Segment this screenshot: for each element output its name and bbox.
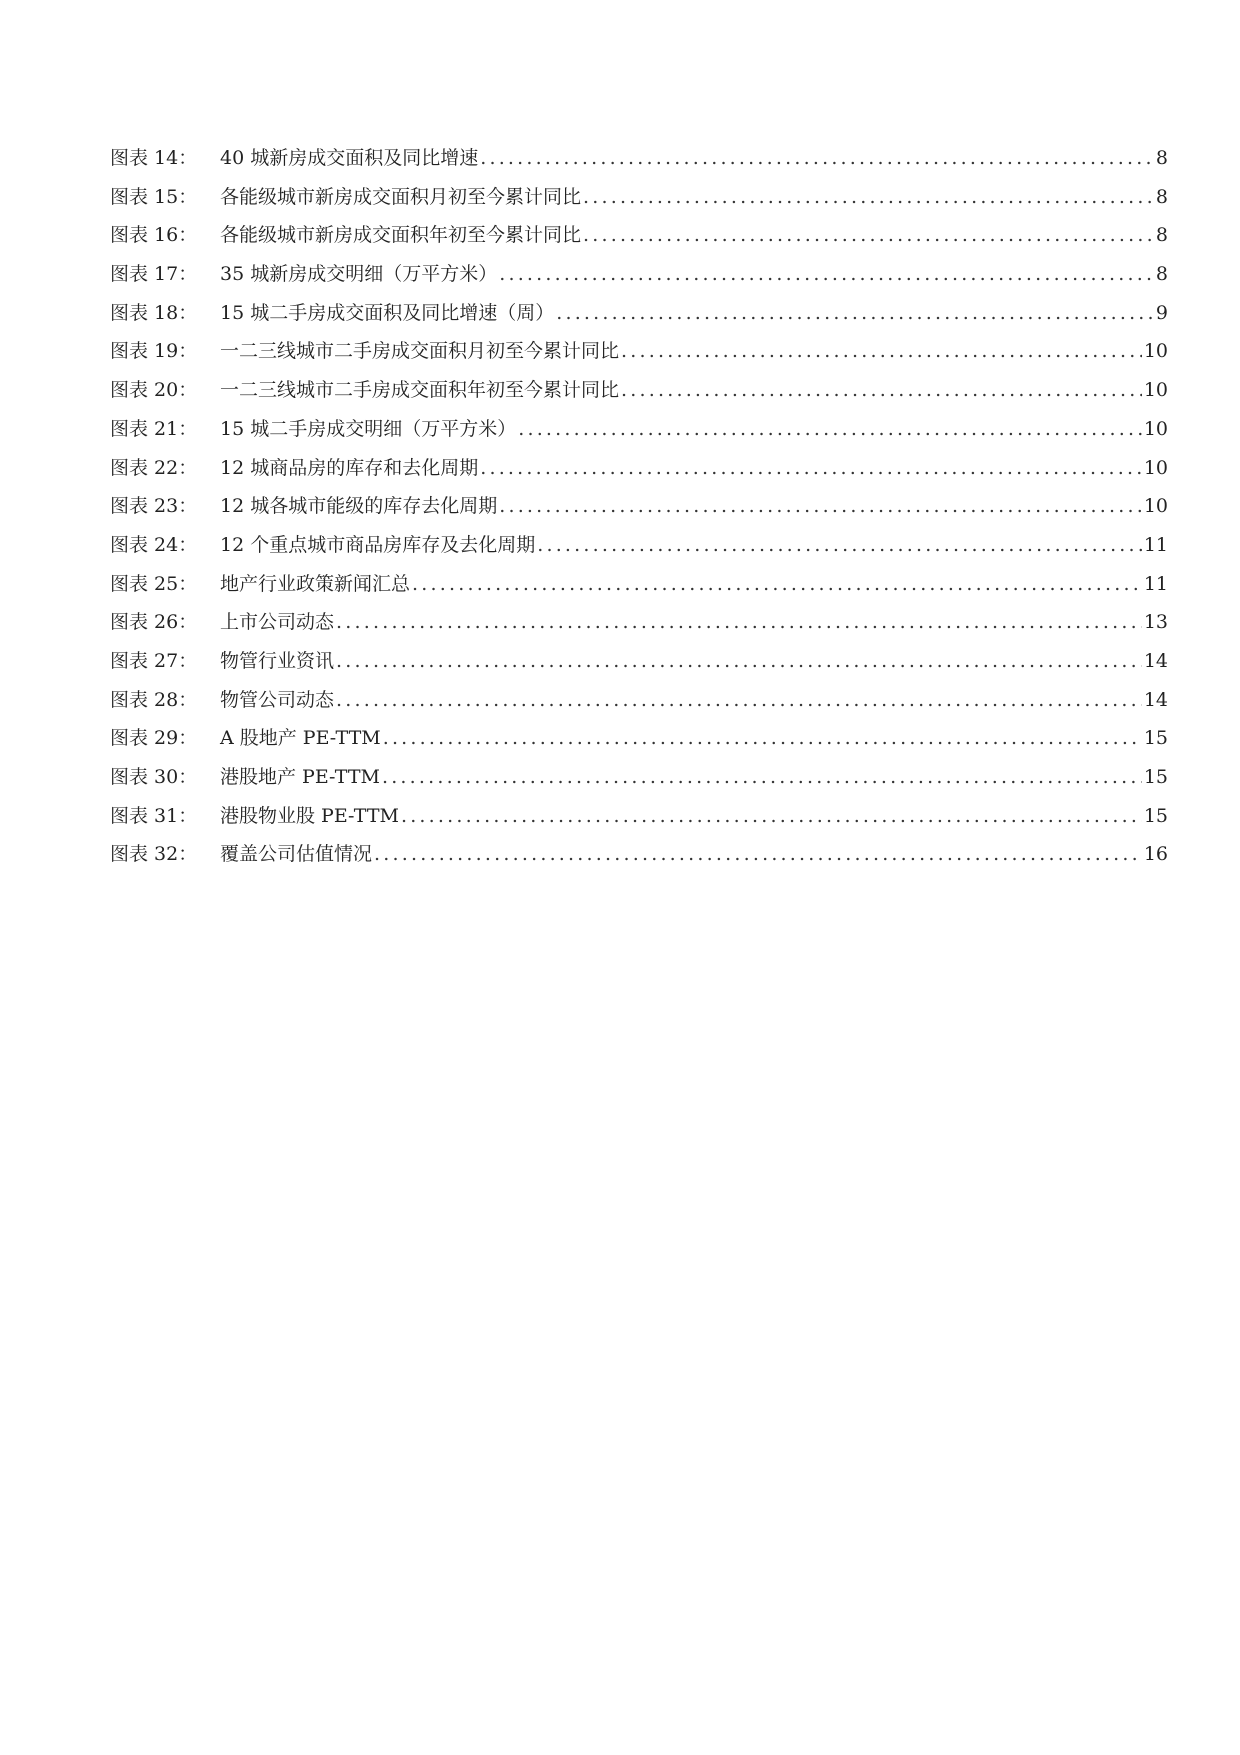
toc-entry-label: 图表 17： — [110, 263, 198, 286]
toc-entry[interactable] — [110, 336, 1168, 375]
toc-entry-title: 12 城商品房的库存和去化周期 — [220, 456, 479, 479]
toc-entry-page-number: 14 — [1143, 688, 1168, 711]
toc-entry[interactable] — [110, 259, 1168, 298]
toc-entry[interactable] — [110, 491, 1168, 530]
toc-entry-label: 图表 25： — [110, 572, 198, 595]
toc-entry-label: 图表 22： — [110, 456, 198, 479]
toc-dot-leader — [383, 727, 1142, 749]
toc-entry-label: 图表 19： — [110, 340, 198, 363]
toc-entry-label: 图表 28： — [110, 688, 198, 711]
toc-entry-page-number: 8 — [1155, 263, 1168, 286]
toc-entry-title: 15 城二手房成交面积及同比增速（周） — [220, 301, 555, 324]
toc-entry-page-number: 8 — [1155, 185, 1168, 208]
toc-entry[interactable] — [110, 375, 1168, 414]
toc-entry-title: 各能级城市新房成交面积年初至今累计同比 — [220, 224, 582, 247]
toc-dot-leader — [412, 573, 1142, 595]
toc-entry-label: 图表 20： — [110, 379, 198, 402]
toc-entry[interactable] — [110, 298, 1168, 337]
toc-entry-title: 物管行业资讯 — [220, 649, 335, 672]
toc-dot-leader — [499, 263, 1154, 285]
toc-entry-label: 图表 30： — [110, 766, 198, 788]
toc-entry-label: 图表 14： — [110, 147, 198, 169]
toc-entry-page-number: 8 — [1155, 147, 1168, 169]
toc-entry-label: 图表 18： — [110, 301, 198, 324]
toc-entry-page-number: 10 — [1143, 417, 1168, 440]
toc-entry-page-number: 16 — [1143, 843, 1168, 866]
toc-entry-page-number: 9 — [1155, 301, 1168, 324]
toc-entry-title: 一二三线城市二手房成交面积年初至今累计同比 — [220, 379, 620, 402]
toc-entry[interactable] — [110, 762, 1168, 801]
toc-entry-title: 各能级城市新房成交面积月初至今累计同比 — [220, 185, 582, 208]
toc-entry[interactable] — [110, 685, 1168, 724]
toc-entry-title: 40 城新房成交面积及同比增速 — [220, 147, 479, 169]
toc-entry-label: 图表 24： — [110, 533, 198, 556]
toc-entry-title: 12 城各城市能级的库存去化周期 — [220, 495, 498, 518]
toc-dot-leader — [621, 379, 1142, 401]
toc-entry-title: 12 个重点城市商品房库存及去化周期 — [220, 533, 536, 556]
toc-entry-label: 图表 31： — [110, 804, 198, 827]
toc-dot-leader — [583, 186, 1154, 208]
toc-entry-page-number: 15 — [1143, 766, 1168, 788]
toc-entry[interactable] — [110, 569, 1168, 608]
toc-entry-label: 图表 27： — [110, 649, 198, 672]
toc-entry[interactable] — [110, 182, 1168, 221]
toc-entry-page-number: 11 — [1143, 572, 1168, 595]
toc-entry-title: 地产行业政策新闻汇总 — [220, 572, 411, 595]
toc-dot-leader — [480, 147, 1154, 169]
toc-entry-page-number: 8 — [1155, 224, 1168, 247]
toc-entry-title: 港股地产 PE-TTM — [220, 766, 380, 788]
toc-entry[interactable] — [110, 839, 1168, 878]
toc-entry-page-number: 15 — [1143, 804, 1168, 827]
toc-entry-title: A 股地产 PE-TTM — [220, 727, 381, 750]
table-of-figures — [110, 143, 1168, 878]
toc-entry-page-number: 10 — [1143, 456, 1168, 479]
toc-entry-label: 图表 26： — [110, 611, 198, 634]
toc-entry[interactable] — [110, 220, 1168, 259]
toc-dot-leader — [621, 340, 1142, 362]
toc-entry[interactable] — [110, 646, 1168, 685]
toc-dot-leader — [583, 224, 1154, 246]
toc-entry-page-number: 15 — [1143, 727, 1168, 750]
toc-entry[interactable] — [110, 414, 1168, 453]
toc-dot-leader — [336, 611, 1142, 633]
toc-entry-page-number: 10 — [1143, 340, 1168, 363]
toc-entry[interactable] — [110, 801, 1168, 840]
toc-dot-leader — [336, 689, 1142, 711]
toc-dot-leader — [556, 302, 1154, 324]
toc-entry-label: 图表 29： — [110, 727, 198, 750]
toc-entry-page-number: 10 — [1143, 379, 1168, 402]
toc-entry-label: 图表 32： — [110, 843, 198, 866]
toc-dot-leader — [336, 650, 1142, 672]
toc-dot-leader — [518, 418, 1142, 440]
toc-entry[interactable] — [110, 143, 1168, 182]
toc-entry-page-number: 14 — [1143, 649, 1168, 672]
toc-entry[interactable] — [110, 453, 1168, 492]
toc-dot-leader — [374, 843, 1142, 865]
toc-dot-leader — [382, 766, 1142, 788]
toc-entry-page-number: 13 — [1143, 611, 1168, 634]
toc-entry-title: 港股物业股 PE-TTM — [220, 804, 399, 827]
toc-entry-title: 15 城二手房成交明细（万平方米） — [220, 417, 517, 440]
toc-entry-title: 上市公司动态 — [220, 611, 335, 634]
toc-entry-title: 物管公司动态 — [220, 688, 335, 711]
toc-dot-leader — [480, 457, 1142, 479]
toc-entry[interactable] — [110, 530, 1168, 569]
toc-dot-leader — [537, 534, 1142, 556]
toc-entry-page-number: 10 — [1143, 495, 1168, 518]
toc-dot-leader — [499, 495, 1142, 517]
toc-entry-label: 图表 16： — [110, 224, 198, 247]
toc-dot-leader — [401, 805, 1142, 827]
toc-entry-label: 图表 21： — [110, 417, 198, 440]
toc-entry[interactable] — [110, 723, 1168, 762]
toc-entry[interactable] — [110, 607, 1168, 646]
toc-entry-title: 覆盖公司估值情况 — [220, 843, 373, 866]
toc-entry-label: 图表 23： — [110, 495, 198, 518]
toc-entry-title: 35 城新房成交明细（万平方米） — [220, 263, 498, 286]
toc-entry-page-number: 11 — [1143, 533, 1168, 556]
toc-entry-label: 图表 15： — [110, 185, 198, 208]
toc-entry-title: 一二三线城市二手房成交面积月初至今累计同比 — [220, 340, 620, 363]
